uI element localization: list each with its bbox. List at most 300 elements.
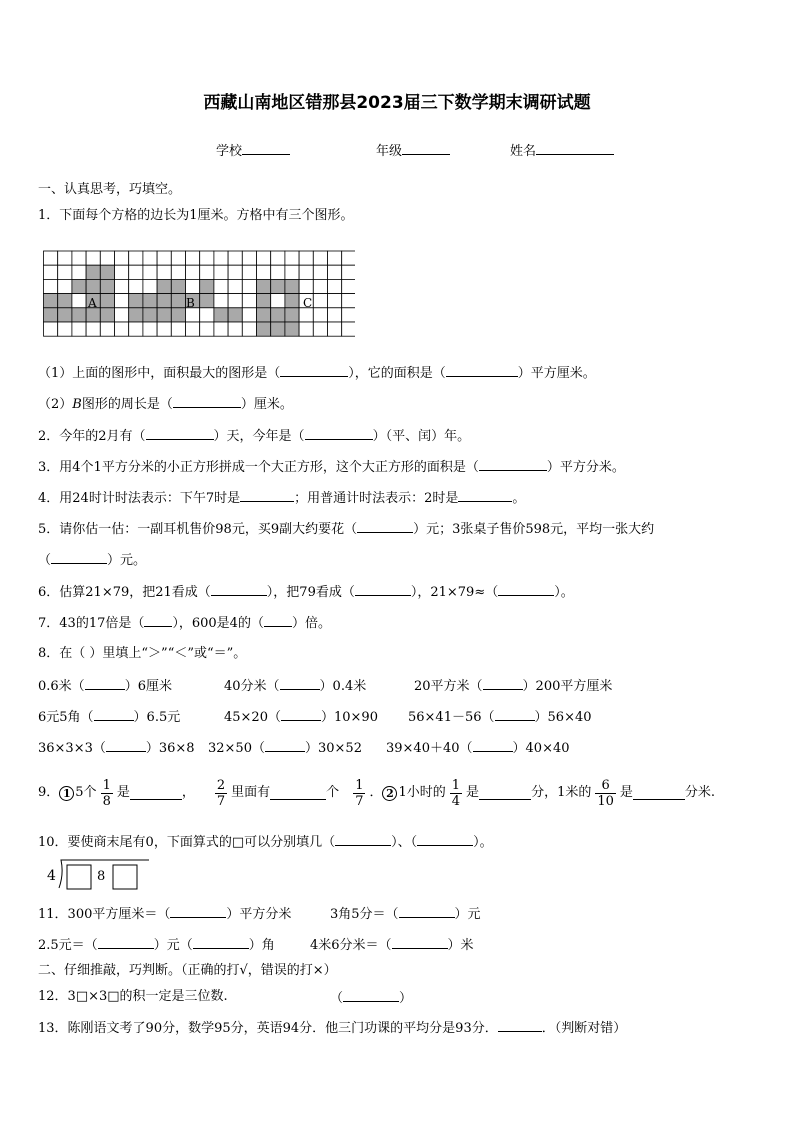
q8r1i1-blank[interactable] (85, 677, 125, 690)
q9-blank-2[interactable] (270, 787, 326, 800)
q9-f2-den: 7 (216, 793, 226, 809)
q8r3i3-b: ）40×40 (512, 741, 570, 756)
grid-figure (43, 243, 355, 346)
grid-cell-shaded (171, 308, 185, 322)
grid-cell (186, 251, 200, 265)
question-11-line-2 (38, 936, 275, 954)
grid-cell (115, 265, 129, 279)
grid-cell (44, 265, 58, 279)
q9-t3: ， (181, 785, 195, 800)
grid-cell (100, 322, 114, 336)
q11-text-d: ）元 (454, 907, 481, 922)
question-5-line-1 (38, 520, 654, 538)
grid-cell (115, 308, 129, 322)
q3-text-a: 3．用4个1平方分米的小正方形拼成一个大正方形，这个大正方形的面积是（ (38, 460, 479, 475)
grid-cell-shaded (72, 279, 86, 293)
grade-blank[interactable] (402, 142, 450, 155)
q2-blank-2[interactable] (305, 427, 373, 440)
grid-cell (58, 251, 72, 265)
grid-cell (200, 322, 214, 336)
grid-cell (214, 322, 228, 336)
grid-cell-shaded (44, 308, 58, 322)
grid-cell (72, 265, 86, 279)
q1-2-text-d: ）厘米。 (240, 397, 293, 412)
q8r1i3-a: 20平方米（ (414, 679, 483, 694)
q8r2i2-b: ）10×90 (320, 710, 378, 725)
grid-cell (271, 251, 285, 265)
grid-cell (129, 279, 143, 293)
q8-row3-item1 (38, 739, 195, 757)
question-4 (38, 489, 525, 507)
question-9 (38, 775, 715, 811)
school-label: 学校 (216, 144, 243, 159)
q8r1i2-b: ）0.4米 (319, 679, 367, 694)
grid-cell (228, 294, 242, 308)
grid-cell-shaded (100, 308, 114, 322)
q8r1i3-b: ）200平方厘米 (522, 679, 613, 694)
grid-cell (342, 294, 355, 308)
grid-cell (200, 265, 214, 279)
q10-text-b: ）、（ (391, 835, 418, 850)
grid-cell (72, 322, 86, 336)
question-8: 8．在（ ）里填上“＞”“＜”或“＝”。 (38, 646, 247, 661)
q5-text-a: 5．请你估一估：一副耳机售价98元，买9副大约要花（ (38, 522, 358, 537)
q2-text-c: ）（平、闰）年。 (372, 429, 471, 444)
grid-cell (143, 279, 157, 293)
q8-row1-item1 (38, 677, 172, 695)
grid-cell (328, 251, 342, 265)
q1-1-text-c: ）平方厘米。 (517, 366, 596, 381)
school-blank[interactable] (242, 142, 290, 155)
shape-label-c: C (303, 296, 313, 310)
q8-row1-item2 (224, 677, 366, 695)
q9-number: 9． (38, 785, 60, 800)
q11-blank-4[interactable] (193, 936, 249, 949)
grid-cell (44, 322, 58, 336)
header-name (510, 142, 614, 160)
q9-fraction-1 (101, 778, 113, 809)
grid-cell (257, 251, 271, 265)
grid-cell (328, 308, 342, 322)
q11-blank-3[interactable] (98, 936, 154, 949)
q3-blank[interactable] (479, 458, 547, 471)
grid-cell (328, 265, 342, 279)
grid-cell (313, 279, 327, 293)
q11-blank-5[interactable] (392, 936, 448, 949)
q8r2i2-blank[interactable] (281, 708, 321, 721)
q4-blank-2[interactable] (458, 489, 512, 502)
grid-cell (342, 308, 355, 322)
grid-cell (115, 251, 129, 265)
grid-cell-shaded (86, 279, 100, 293)
q1-2-text-c: 图形的周长是（ (81, 397, 173, 412)
q8r2i3-a: 56×41－56（ (408, 710, 495, 725)
grid-cell (271, 294, 285, 308)
q8r3i2-a: 32×50（ (208, 741, 265, 756)
grid-cell-shaded (271, 279, 285, 293)
grid-cell-shaded (157, 279, 171, 293)
grid-cell (72, 294, 86, 308)
q9-blank-4[interactable] (633, 787, 685, 800)
q1-2-shape-b: B (72, 397, 82, 412)
q9-t6: ． (369, 785, 383, 800)
header-grade (376, 142, 450, 160)
grid-cell (228, 265, 242, 279)
grid-cell (299, 322, 313, 336)
q9-fraction-3 (353, 778, 365, 809)
q11-text-e: 2.5元＝（ (38, 938, 98, 953)
grid-cell (214, 265, 228, 279)
grid-cell (242, 322, 256, 336)
grid-cell (115, 294, 129, 308)
q1-1-text-b: ），它的面积是（ (348, 366, 446, 381)
q11-text-g: ）角 (248, 938, 275, 953)
grid-cell-shaded (257, 322, 271, 336)
question-6 (38, 583, 574, 601)
section-1-heading: 一、认真思考，巧填空。 (38, 182, 182, 197)
question-13 (38, 1019, 626, 1037)
grid-cell (285, 251, 299, 265)
grid-cell (58, 279, 72, 293)
grid-cell-shaded (271, 308, 285, 322)
q9-f2-num: 2 (216, 777, 226, 793)
q4-text-c: 。 (512, 491, 526, 506)
grid-cell (200, 308, 214, 322)
grid-cell (143, 251, 157, 265)
grid-cell (157, 251, 171, 265)
grid-cell-shaded (143, 308, 157, 322)
grid-cell (44, 279, 58, 293)
q1-1-blank-1[interactable] (280, 364, 348, 377)
q9-t9: 分，1米的 (531, 785, 592, 800)
grid-cell (143, 322, 157, 336)
q9-blank-1[interactable] (130, 787, 182, 800)
grid-cell (328, 294, 342, 308)
q8-row3-item2 (208, 739, 362, 757)
grid-cell (299, 279, 313, 293)
q13-text-b: ．（判断对错） (541, 1021, 627, 1036)
divisor: 4 (47, 868, 56, 884)
q6-text-c: ），21×79≈（ (410, 585, 499, 600)
q7-text-c: ）倍。 (291, 616, 331, 631)
dividend-digit: 8 (97, 869, 106, 884)
q11-text-b: ）平方分米 (226, 907, 292, 922)
name-label: 姓名 (510, 144, 537, 159)
grid-cell (58, 265, 72, 279)
q1-2-text-a: （2） (38, 397, 73, 412)
q8r1i2-a: 40分米（ (224, 679, 280, 694)
header-school (216, 142, 290, 160)
grid-cell-shaded (44, 294, 58, 308)
question-11-line-1 (38, 905, 291, 923)
question-12: 12．3□×3□的积一定是三位数. (38, 989, 228, 1004)
q8r3i2-blank[interactable] (265, 739, 305, 752)
q8r2i3-b: ）56×40 (534, 710, 592, 725)
q9-t5: 个 (326, 785, 340, 800)
grid-cell-shaded (143, 294, 157, 308)
q2-text-a: 2．今年的2月有（ (38, 429, 146, 444)
question-12-answer (330, 989, 412, 1007)
q5-blank-1[interactable] (357, 520, 413, 533)
grid-cell-shaded (228, 308, 242, 322)
grid-cell (86, 322, 100, 336)
grid-cell (228, 279, 242, 293)
grid-cell (186, 265, 200, 279)
grid-cell-shaded (285, 308, 299, 322)
q6-text-d: ）。 (554, 585, 574, 600)
grid-cell (242, 265, 256, 279)
q7-blank-2[interactable] (264, 614, 292, 627)
q8r3i1-blank[interactable] (106, 739, 146, 752)
grid-cell (313, 265, 327, 279)
section-2-heading: 二、仔细推敲，巧判断。（正确的打√，错误的打×） (38, 963, 337, 978)
grid-cell (228, 322, 242, 336)
grid-cell-shaded (72, 308, 86, 322)
grid-cell (157, 322, 171, 336)
q1-1-blank-2[interactable] (446, 364, 518, 377)
q5-text-b: ）元；3张桌子售价598元，平均一张大约 (413, 522, 655, 537)
grid-cell-shaded (100, 265, 114, 279)
grid-cell (285, 265, 299, 279)
q10-text-a: 10．要使商末尾有0，下面算式的□可以分别填几（ (38, 835, 336, 850)
q8-row2-item2 (224, 708, 378, 726)
grid-cell (299, 251, 313, 265)
digit-box-1[interactable] (67, 865, 91, 889)
grid-cell (214, 294, 228, 308)
q9-t7: 1小时的 (398, 785, 446, 800)
grid-cell (342, 279, 355, 293)
q8r3i2-b: ）30×52 (304, 741, 362, 756)
q2-blank-1[interactable] (146, 427, 214, 440)
grid-cell (200, 251, 214, 265)
page-title: 西藏山南地区错那县2023届三下数学期末调研试题 (203, 93, 591, 113)
grid-cell-shaded (257, 279, 271, 293)
q7-blank-1[interactable] (144, 614, 172, 627)
grid-cell (313, 251, 327, 265)
digit-box-2[interactable] (113, 865, 137, 889)
q6-blank-3[interactable] (498, 583, 554, 596)
question-7 (38, 614, 331, 632)
question-1-1 (38, 364, 596, 382)
grid-cell (242, 279, 256, 293)
q5-blank-2[interactable] (51, 551, 107, 564)
question-3 (38, 458, 625, 476)
q8r2i1-b: ）6.5元 (133, 710, 181, 725)
grid-cell (171, 265, 185, 279)
q8-row3-item3 (386, 739, 570, 757)
q1-2-blank[interactable] (173, 395, 241, 408)
grid-cell-shaded (285, 279, 299, 293)
q9-circled-2: 2 (382, 786, 397, 801)
q4-text-b: ；用普通计时法表示：2时是 (294, 491, 459, 506)
grid-cell (228, 251, 242, 265)
q9-t1: 5个 (75, 785, 97, 800)
grid-cell-shaded (285, 294, 299, 308)
q11-text-f: ）元（ (153, 938, 193, 953)
q9-blank-3[interactable] (479, 787, 531, 800)
grade-label: 年级 (376, 144, 403, 159)
question-1: 1．下面每个方格的边长为1厘米。方格中有三个图形。 (38, 208, 354, 223)
q11-blank-2[interactable] (399, 905, 455, 918)
question-11-line-1b (330, 905, 481, 923)
grid-cell (44, 251, 58, 265)
grid-cell (129, 265, 143, 279)
shape-label-b: B (186, 296, 195, 310)
q9-fraction-4 (450, 778, 462, 809)
q10-blank-2[interactable] (417, 833, 473, 846)
q8r3i1-b: ）36×8 (145, 741, 195, 756)
q13-blank[interactable] (498, 1019, 542, 1032)
grid-cell (100, 251, 114, 265)
grid-cell-shaded (129, 294, 143, 308)
q8r1i2-blank[interactable] (280, 677, 320, 690)
grid-cell (171, 322, 185, 336)
q8r2i1-blank[interactable] (94, 708, 134, 721)
q9-f1-den: 8 (102, 793, 111, 809)
grid-cell (115, 279, 129, 293)
grid-cell (143, 265, 157, 279)
grid-cell (313, 322, 327, 336)
q13-text-a: 13．陈刚语文考了90分，数学95分，英语94分．他三门功课的平均分是93分． (38, 1021, 498, 1036)
q11-text-a: 11．300平方厘米＝（ (38, 907, 171, 922)
grid-cell (328, 322, 342, 336)
grid-cell (129, 251, 143, 265)
grid-cell-shaded (271, 322, 285, 336)
q12-paren-open: （ (330, 991, 344, 1006)
q11-text-i: ）米 (447, 938, 474, 953)
q6-text-a: 6．估算21×79，把21看成（ (38, 585, 211, 600)
q6-blank-2[interactable] (355, 583, 411, 596)
q11-text-c: 3角5分＝（ (330, 907, 399, 922)
grid-cell (86, 251, 100, 265)
q8-row1-item3 (414, 677, 612, 695)
q4-text-a: 4．用24时计时法表示：下午7时是 (38, 491, 241, 506)
q12-paren-close: ） (399, 991, 413, 1006)
q8-row2-item3 (408, 708, 592, 726)
grid-cell (214, 279, 228, 293)
q7-text-b: ），600是4的（ (172, 616, 264, 631)
q9-f5-den: 10 (597, 793, 614, 809)
grid-cells (44, 251, 356, 336)
grid-cell-shaded (285, 322, 299, 336)
grid-cell (242, 308, 256, 322)
grid-cell-shaded (100, 279, 114, 293)
grid-cell-shaded (100, 294, 114, 308)
q8r3i1-a: 36×3×3（ (38, 741, 106, 756)
q7-text-a: 7．43的17倍是（ (38, 616, 145, 631)
q5-text-d: ）元。 (107, 553, 147, 568)
question-1-2 (38, 395, 293, 413)
grid-cell (257, 265, 271, 279)
q8r2i1-a: 6元5角（ (38, 710, 94, 725)
q8r3i3-blank[interactable] (473, 739, 513, 752)
q6-blank-1[interactable] (211, 583, 267, 596)
grid-cell-shaded (200, 279, 214, 293)
q9-f3-den: 7 (355, 793, 364, 809)
q9-t8: 是 (466, 785, 480, 800)
q8r1i3-blank[interactable] (483, 677, 523, 690)
grid-cell-shaded (157, 308, 171, 322)
q12-blank[interactable] (343, 989, 399, 1002)
question-2 (38, 427, 470, 445)
grid-cell (313, 294, 327, 308)
grid-cell (214, 251, 228, 265)
grid-cell-shaded (86, 265, 100, 279)
q8r2i3-blank[interactable] (495, 708, 535, 721)
q9-t10: 是 (619, 785, 633, 800)
q8r1i1-a: 0.6米（ (38, 679, 85, 694)
q2-text-b: ）天，今年是（ (213, 429, 305, 444)
grid-cell (242, 251, 256, 265)
q3-text-b: ）平方分米。 (546, 460, 625, 475)
grid-cell (342, 322, 355, 336)
q11-text-h: 4米6分米＝（ (310, 938, 392, 953)
grid-cell-shaded (257, 294, 271, 308)
q9-f5-num: 6 (601, 777, 610, 793)
question-10 (38, 833, 493, 851)
question-11-line-2b (310, 936, 474, 954)
q9-f1-num: 1 (102, 777, 111, 793)
grid-cell (299, 265, 313, 279)
grid-cell-shaded (171, 294, 185, 308)
grid-cell (313, 308, 327, 322)
q8r1i1-b: ）6厘米 (124, 679, 172, 694)
grid-cell (342, 251, 355, 265)
long-division-figure (45, 858, 155, 894)
grid-cell (115, 322, 129, 336)
grid-cell (58, 322, 72, 336)
grid-cell (171, 251, 185, 265)
q8-row2-item1 (38, 708, 180, 726)
grid-cell-shaded (58, 308, 72, 322)
grid-cell (186, 279, 200, 293)
grid-cell-shaded (200, 294, 214, 308)
question-5-line-2 (38, 551, 146, 569)
shape-label-a: A (88, 296, 97, 310)
grid-cell (186, 322, 200, 336)
q9-fraction-2 (215, 778, 227, 809)
q5-text-c: （ (38, 553, 52, 568)
q9-t4: 里面有 (231, 785, 271, 800)
grid-cell (328, 279, 342, 293)
grid-cell (271, 265, 285, 279)
grid-cell-shaded (171, 279, 185, 293)
q10-blank-1[interactable] (335, 833, 391, 846)
grid-cell-shaded (58, 294, 72, 308)
name-blank[interactable] (536, 142, 614, 155)
q9-f4-num: 1 (451, 777, 461, 793)
grid-cell-shaded (129, 308, 143, 322)
grid-cell-shaded (157, 294, 171, 308)
grid-cell (129, 322, 143, 336)
q8r3i3-a: 39×40＋40（ (386, 741, 473, 756)
grid-cell (342, 265, 355, 279)
q8r2i2-a: 45×20（ (224, 710, 281, 725)
q9-f3-num: 1 (355, 777, 364, 793)
q10-text-c: ）。 (473, 835, 493, 850)
q9-t2: 是 (116, 785, 130, 800)
q11-blank-1[interactable] (170, 905, 226, 918)
q9-circled-1: 1 (59, 786, 74, 801)
q4-blank-1[interactable] (240, 489, 294, 502)
grid-cell (242, 294, 256, 308)
q1-1-text-a: （1）上面的图形中，面积最大的图形是（ (38, 366, 281, 381)
q9-fraction-5 (595, 778, 616, 809)
grid-cell (157, 265, 171, 279)
grid-cell (72, 251, 86, 265)
grid-cell-shaded (257, 308, 271, 322)
q6-text-b: ），把79看成（ (266, 585, 355, 600)
